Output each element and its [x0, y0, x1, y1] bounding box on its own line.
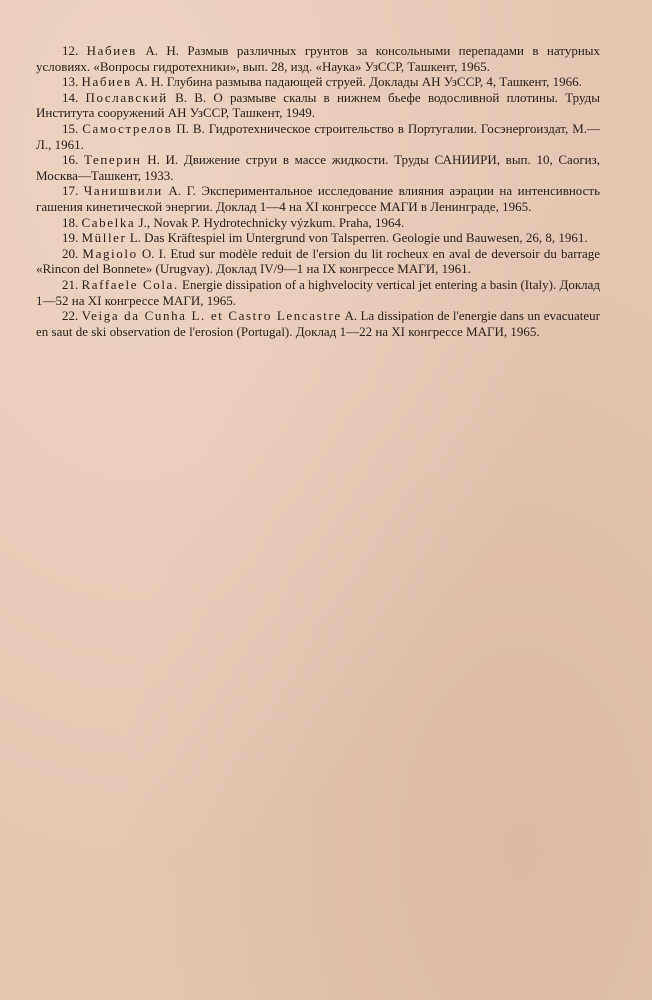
reference-text: П. В. Гидротехническое строительство в Португалии. Госэнергоиздат, М.—Л., 1961.: [36, 120, 601, 152]
reference-number: 15.: [62, 120, 79, 136]
reference-number: 18.: [62, 214, 79, 230]
reference-text: Н. И. Движение струи в массе жидкости. Труды САНИИРИ, вып. 10, Саогиз, Москва—Ташкент, 1933.: [36, 152, 600, 183]
reference-number: 12.: [62, 43, 79, 58]
reference-author: Набиев: [81, 74, 132, 90]
reference-text: O. I. Etud sur modèle reduit de l'ersion du lit rocheux en aval de deversoir du barrage «Rincon del Bonnete» (Urugvay). Доклад IV/9—1 на IX конгрессе МАГИ, 1961.: [36, 245, 600, 277]
reference-author: Veiga da Cunha L. et Castro Lencastre: [81, 308, 342, 324]
reference-number: 21.: [62, 276, 79, 292]
reference-item: [36, 277, 600, 308]
reference-text: А. Г. Экспериментальное исследование влияния аэрации на интенсивность гашения кинетической энергии. Доклад 1—4 на XI конгрессе МАГИ в Ленинграде, 1965.: [36, 183, 601, 214]
reference-item: [36, 308, 600, 339]
reference-number: 19.: [62, 230, 79, 246]
reference-item: [36, 43, 600, 74]
reference-author: Raffaele Cola.: [81, 276, 179, 292]
reference-item: [36, 230, 600, 246]
reference-item: [36, 152, 600, 183]
reference-text: A. La dissipation de l'energie dans un evacuateur en saut de ski observation de l'erosion (Portugal). Доклад 1—22 на XI конгрессе МАГИ, 1965.: [36, 308, 600, 339]
reference-number: 14.: [62, 89, 79, 105]
reference-author: Cabelka: [81, 214, 136, 230]
reference-item: [36, 246, 600, 277]
reference-text: L. Das Kräftespiel im Untergrund von Talsperren. Geologie und Bauwesen, 26, 8, 1961.: [129, 230, 588, 246]
reference-number: 17.: [62, 183, 79, 199]
reference-item: [36, 74, 600, 90]
reference-author: Müller: [81, 230, 127, 246]
reference-author: Magiolo: [82, 245, 138, 261]
reference-author: Пославский: [85, 89, 168, 105]
reference-author: Самострелов: [82, 120, 173, 136]
reference-text: А. Н. Глубина размыва падающей струей. Доклады АН УзССР, 4, Ташкент, 1966.: [135, 74, 582, 90]
reference-author: Теперин: [83, 152, 142, 168]
reference-item: [36, 121, 600, 152]
reference-author: Чанишвили: [83, 183, 163, 199]
reference-number: 13.: [62, 74, 79, 90]
page: [36, 43, 600, 339]
reference-number: 22.: [62, 308, 79, 324]
reference-text: Energie dissipation of a highvelocity vertical jet entering a basin (Italy). Доклад 1—52 на XI конгрессе МАГИ, 1965.: [36, 276, 601, 308]
reference-text: А. Н. Размыв различных грунтов за консольными перепадами в натурных условиях. «Вопросы гидротехники», вып. 28, изд. «Наука» УзССР, Ташкент, 1965.: [36, 43, 601, 74]
reference-number: 16.: [62, 152, 79, 168]
reference-item: [36, 215, 600, 231]
reference-list: [36, 43, 600, 339]
reference-item: [36, 183, 600, 214]
reference-item: [36, 90, 600, 121]
reference-number: 20.: [62, 245, 79, 261]
reference-text: В. В. О размыве скалы в нижнем бьефе водосливной плотины. Труды Института сооружений АН УзССР, Ташкент, 1949.: [36, 89, 600, 121]
reference-text: J., Novak P. Hydrotechnicky výzkum. Praha, 1964.: [138, 214, 405, 230]
reference-author: Набиев: [86, 43, 137, 58]
